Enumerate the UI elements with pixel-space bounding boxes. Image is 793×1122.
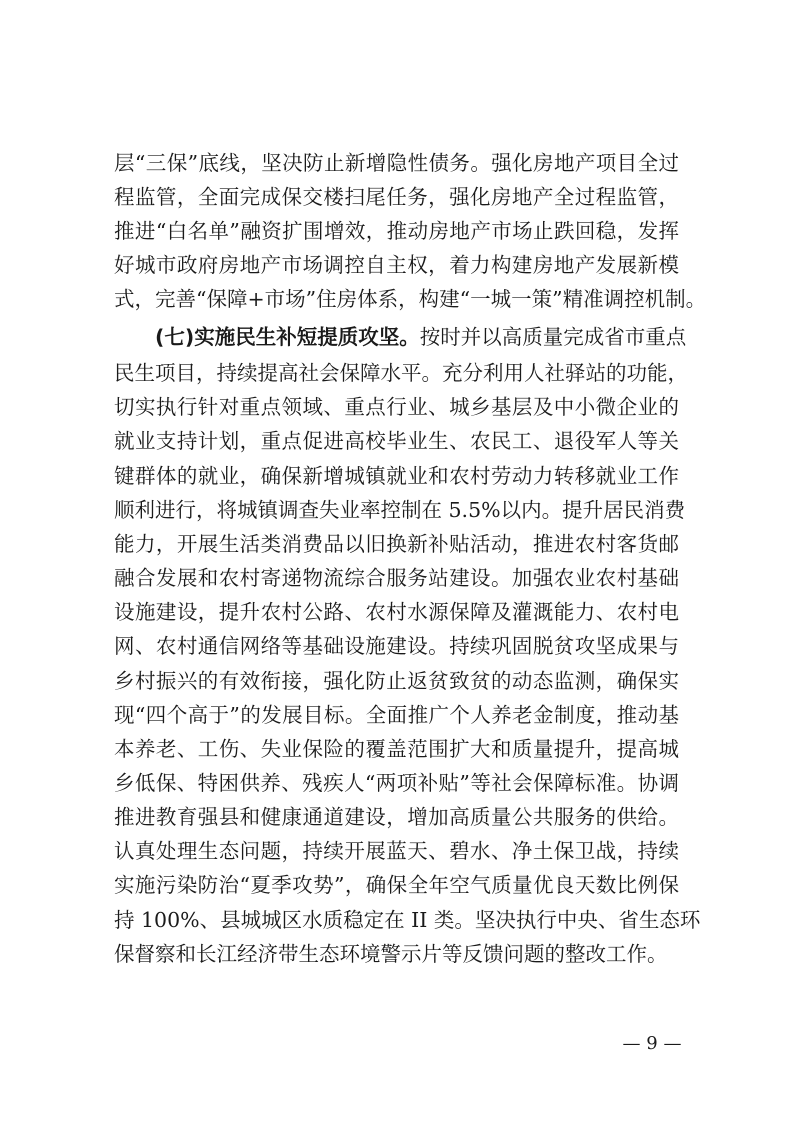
text-line: 认真处理生态问题，持续开展蓝天、碧水、净土保卫战，持续 <box>114 839 679 863</box>
text-line: 好城市政府房地产市场调控自主权，着力构建房地产发展新模 <box>114 253 679 277</box>
text-line: 键群体的就业，确保新增城镇就业和农村劳动力转移就业工作 <box>114 464 679 488</box>
text-line: 推进教育强县和健康通道建设，增加高质量公共服务的供给。 <box>114 805 679 829</box>
text-line: 网、农村通信网络等基础设施建设。持续巩固脱贫攻坚成果与 <box>114 634 679 658</box>
text-line: 乡低保、特困供养、残疾人“两项补贴”等社会保障标准。协调 <box>114 771 679 795</box>
text-line: 乡村振兴的有效衔接，强化防止返贫致贫的动态监测，确保实 <box>114 669 679 693</box>
text-line: 就业支持计划，重点促进高校毕业生、农民工、退役军人等关 <box>114 429 679 453</box>
text-line: 民生项目，持续提高社会保障水平。充分利用人社驿站的功能， <box>114 361 688 385</box>
section-heading: (七)实施民生补短提质攻坚。 <box>155 325 420 349</box>
text-line: 推进“白名单”融资扩围增效，推动房地产市场止跌回稳，发挥 <box>114 219 679 243</box>
text-line: 现“四个高于”的发展目标。全面推广个人养老金制度，推动基 <box>114 703 679 727</box>
text-line: 实施污染防治“夏季攻势”，确保全年空气质量优良天数比例保 <box>114 873 679 897</box>
text-line: 顺利进行，将城镇调查失业率控制在 5.5%以内。提升居民消费 <box>114 498 686 522</box>
section-first-line-text: 按时并以高质量完成省市重点 <box>419 325 687 349</box>
text-line: 融合发展和农村寄递物流综合服务站建设。加强农业农村基础 <box>114 566 679 590</box>
page-number: — 9 — <box>622 1033 682 1054</box>
text-line: 程监管，全面完成保交楼扫尾任务，强化房地产全过程监管， <box>114 185 679 209</box>
text-line: 层“三保”底线，坚决防止新增隐性债务。强化房地产项目全过 <box>114 151 679 175</box>
text-line: 能力，开展生活类消费品以旧换新补贴活动，推进农村客货邮 <box>114 532 679 556</box>
text-line: 持 100%、县城城区水质稳定在 II 类。坚决执行中央、省生态环 <box>114 908 701 932</box>
text-line: 式，完善“保障+市场”住房体系，构建“一城一策”精准调控机制。 <box>114 287 707 311</box>
section-first-line <box>155 320 687 354</box>
text-line: 保督察和长江经济带生态环境警示片等反馈问题的整改工作。 <box>114 942 668 966</box>
text-line: 本养老、工伤、失业保险的覆盖范围扩大和质量提升，提高城 <box>114 737 679 761</box>
text-line: 设施建设，提升农村公路、农村水源保障及灌溉能力、农村电 <box>114 600 679 624</box>
text-line: 切实执行针对重点领域、重点行业、城乡基层及中小微企业的 <box>114 395 679 419</box>
